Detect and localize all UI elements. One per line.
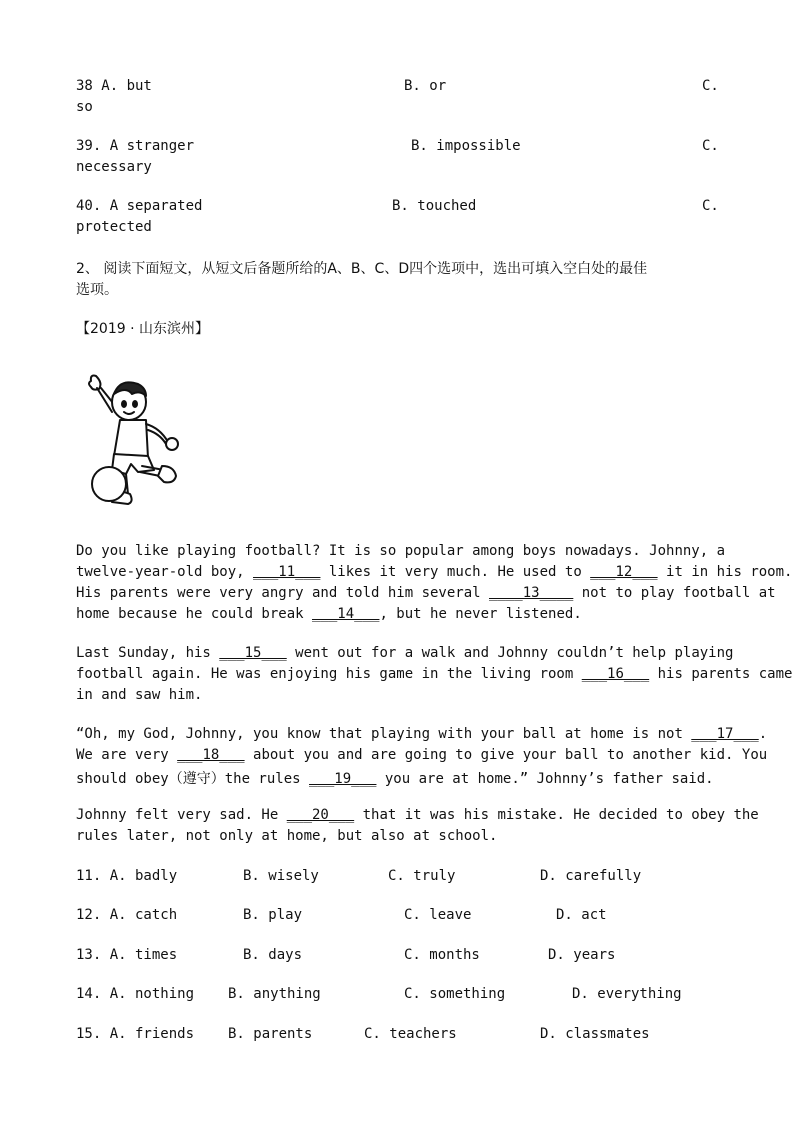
question-option-b: B. parents: [228, 1026, 313, 1042]
blank-12: ___12___: [590, 564, 658, 580]
blank-15: ___15___: [219, 645, 287, 661]
blank-13: ____13____: [489, 585, 574, 601]
option-a: 40. A separated: [76, 198, 203, 214]
question-option-a: 12. A. catch: [76, 907, 178, 923]
question-option-b: B. play: [243, 907, 303, 923]
blank-14: ___14___: [312, 606, 380, 622]
question-option-c: C. months: [404, 947, 480, 963]
passage-line: “Oh, my God, Johnny, you know that playing with your ball at home is not ___17___.: [76, 726, 768, 742]
passage-line: His parents were very angry and told him several ____13____ not to play football at: [76, 585, 776, 601]
option-a: 38 A. but: [76, 78, 152, 94]
passage-line: rules later, not only at home, but also at school.: [76, 828, 498, 844]
passage-line: should obey（遵守）the rules ___19___ you are at home.” Johnny’s father said.: [76, 771, 714, 787]
question-option-d: D. act: [556, 907, 607, 923]
option-a: 39. A stranger: [76, 138, 195, 154]
option-c-text: protected: [76, 219, 152, 235]
passage-line: in and saw him.: [76, 687, 203, 703]
section-instruction: 2、 阅读下面短文，从短文后备题所给的A、B、C、D四个选项中，选出可填入空白处的最佳: [76, 261, 648, 277]
option-c-label: C.: [702, 78, 719, 94]
question-option-d: D. carefully: [540, 868, 642, 884]
passage-line: Johnny felt very sad. He ___20___ that it was his mistake. He decided to obey the: [76, 807, 759, 823]
passage-line: Do you like playing football? It is so popular among boys nowadays. Johnny, a: [76, 543, 726, 559]
blank-20: ___20___: [286, 807, 355, 823]
blank-16: ___16___: [581, 666, 650, 682]
question-option-b: B. anything: [228, 986, 321, 1002]
blank-18: ___18___: [177, 747, 245, 763]
boy-kicking-football-icon: [84, 366, 188, 516]
question-option-b: B. wisely: [243, 868, 319, 884]
question-option-d: D. classmates: [540, 1026, 650, 1042]
section-instruction-cont: 选项。: [76, 282, 118, 298]
option-c-text: necessary: [76, 159, 152, 175]
question-option-d: D. years: [548, 947, 616, 963]
question-option-b: B. days: [243, 947, 303, 963]
option-b: B. impossible: [411, 138, 521, 154]
option-c-text: so: [76, 99, 93, 115]
passage-line: football again. He was enjoying his game in the living room ___16___ his parents came: [76, 666, 793, 682]
passage-line: home because he could break ___14___, but he never listened.: [76, 606, 582, 622]
blank-17: ___17___: [691, 726, 759, 742]
source-label: 【2019 · 山东滨州】: [76, 321, 209, 337]
question-option-c: C. leave: [404, 907, 472, 923]
question-option-a: 13. A. times: [76, 947, 178, 963]
passage-line: Last Sunday, his ___15___ went out for a walk and Johnny couldn’t help playing: [76, 645, 734, 661]
passage-line: We are very ___18___ about you and are going to give your ball to another kid. You: [76, 747, 768, 763]
question-option-a: 14. A. nothing: [76, 986, 195, 1002]
blank-11: ___11___: [253, 564, 321, 580]
option-c-label: C.: [702, 198, 719, 214]
option-c-label: C.: [702, 138, 719, 154]
question-option-a: 15. A. friends: [76, 1026, 195, 1042]
passage-line: twelve-year-old boy, ___11___ likes it very much. He used to ___12___ it in his room.: [76, 564, 793, 580]
question-option-c: C. teachers: [364, 1026, 457, 1042]
question-option-a: 11. A. badly: [76, 868, 178, 884]
question-option-d: D. everything: [572, 986, 682, 1002]
option-b: B. or: [404, 78, 447, 94]
blank-19: ___19___: [309, 771, 377, 787]
question-option-c: C. something: [404, 986, 506, 1002]
option-b: B. touched: [392, 198, 477, 214]
question-option-c: C. truly: [388, 868, 456, 884]
